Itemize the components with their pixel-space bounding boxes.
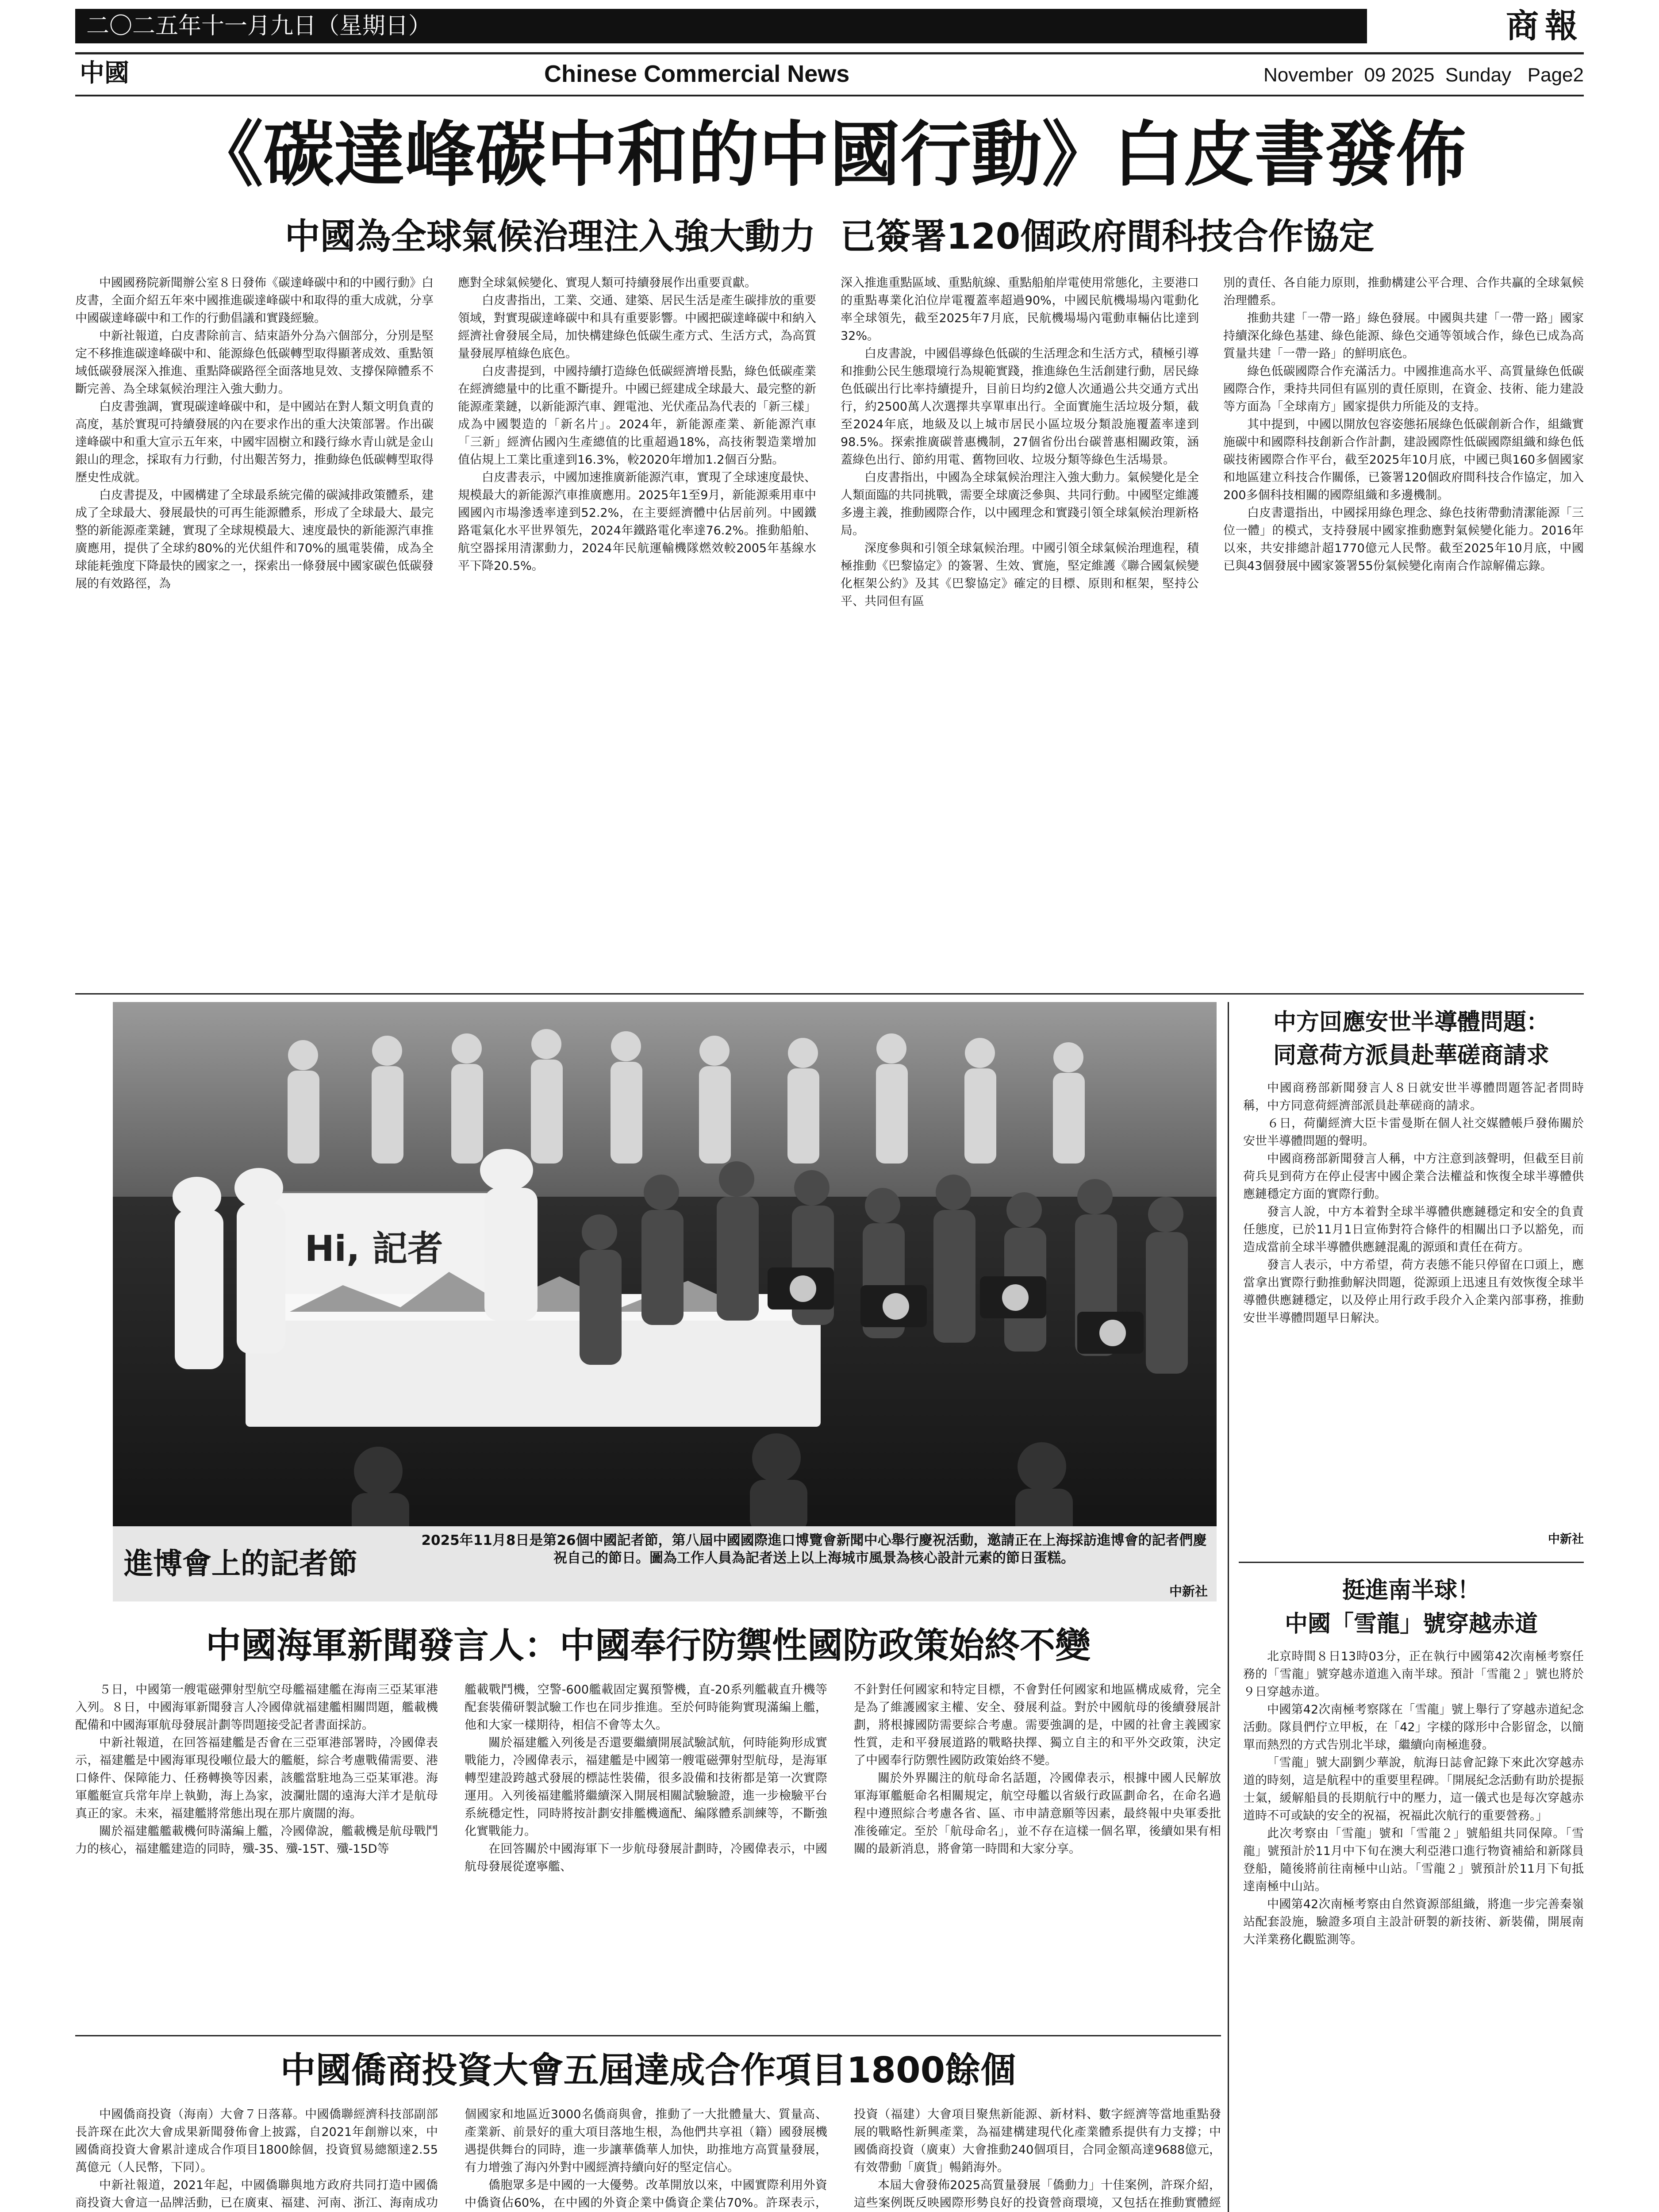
xuelong-paragraph: 北京時間８日13時03分，正在執行中國第42次南極考察任務的「雪龍」號穿越赤道進入南半球。預計「雪龍２」號也將於９日穿越赤道。 — [1243, 1650, 1584, 1699]
masthead-paper-en: Chinese Commercial News — [544, 61, 850, 87]
navy-paragraph: ５日，中國第一艘電磁彈射型航空母艦福建艦在海南三亞某軍港入列。８日，中國海軍新聞發言人冷國偉就福建艦相關問題，艦載機配備和中國海軍航母發展計劃等問題接受記者書面採訪。 — [75, 1683, 438, 1732]
navy-headline: 中國海軍新聞發言人：中國奉行防禦性國防政策始終不變 — [206, 1625, 1091, 1666]
semiconductor-paragraph: 發言人說，中方本着對全球半導體供應鏈穩定和安全的負責任態度，已於11月1日宣佈對符合條件的相關出口予以豁免，而造成當前全球半導體供應鏈混亂的源頭和責任在荷方。 — [1243, 1205, 1584, 1254]
semiconductor-bottom-rule — [1239, 1562, 1584, 1563]
masthead-date: 二〇二五年十一月九日（星期日） — [86, 13, 432, 39]
navy-paragraph: 關於福建艦艦載機何時滿編上艦，冷國偉說，艦載機是航母戰鬥力的核心，福建艦建造的同時，殲-35、殲-15T、殲-15D等 — [75, 1824, 438, 1856]
overseas-paragraph: 投資（福建）大會項目聚焦新能源、新材料、數字經濟等當地重點發展的戰略性新興產業，為福建構建現代化產業體系提供有力支撐；中國僑商投資（廣東）大會推動240個項目，合同金額高達9688億元，有效帶動「廣貨」暢銷海外。 — [854, 2108, 1221, 2174]
overseas-column-3 — [854, 2106, 1221, 2212]
photo-caption-source: 中新社 — [1169, 1584, 1208, 1599]
lead-paragraph: 白皮書還指出，中國採用綠色理念、綠色技術帶動清潔能源「三位一體」的模式，支持發展中國家推動應對氣候變化能力。2016年以來，共安排總計超1770億元人民幣。截至2025年10月底，中國已與43個發展中國家簽署55份氣候變化南南合作諒解備忘錄。 — [1223, 506, 1584, 573]
photo-image — [113, 1002, 1217, 1526]
masthead-paper-logo: 商報 — [1506, 7, 1584, 45]
overseas-paragraph: 中新社報道，2021年起，中國僑聯與地方政府共同打造中國僑商投資大會這一品牌活動，已在廣東、福建、河南、浙江、海南成功 — [75, 2178, 438, 2210]
semiconductor-body — [1243, 1079, 1584, 1526]
lead-column-4 — [1223, 274, 1584, 987]
sidebar-divider — [1228, 1002, 1229, 2212]
lead-paragraph: 白皮書指出，中國為全球氣候治理注入強大動力。氣候變化是全人類面臨的共同挑戰，需要全球廣泛參與、共同行動。中國堅定維護多邊主義，推動國際合作，以中國理念和實踐引領全球氣候治理新格局。 — [841, 471, 1199, 538]
masthead-country: 中國 — [80, 59, 129, 88]
overseas-paragraph: 本屆大會發佈2025高質量發展「僑動力」十佳案例，許琛介紹，這些案例既反映國際形勢良好的投資營商環境，又包括在推動實體經 — [854, 2178, 1221, 2210]
navy-paragraph: 關於外界關注的航母命名話題，冷國偉表示，根據中國人民解放軍海軍艦艇命名相關規定，航空母艦以省級行政區劃命名，在命名過程中遵照綜合考慮各省、區、市申請意願等因素，最終報中央軍委批准後確定。至於「航母命名」，並不存在這樣一個名單，後續如果有相關的最新消息，將會第一時間和大家分享。 — [854, 1771, 1221, 1856]
lead-column-1 — [75, 274, 434, 987]
lead-column-3 — [841, 274, 1199, 987]
masthead-date-en: November 09 2025 Sunday Page2 — [1263, 64, 1584, 86]
lead-headline: 《碳達峰碳中和的中國行動》白皮書發佈 — [192, 113, 1467, 196]
photo-scene-illustration — [113, 1002, 1217, 1526]
lead-paragraph: 別的責任、各自能力原則，推動構建公平合理、合作共贏的全球氣候治理體系。 — [1223, 276, 1584, 307]
overseas-headline: 中國僑商投資大會五屆達成合作項目1800餘個 — [280, 2050, 1016, 2091]
xuelong-paragraph: 「雪龍」號大副劉少華說，航海日誌會記錄下來此次穿越赤道的時刻，這是航程中的重要里程碑。「開展紀念活動有助於提振士氣，緩解船員的長期航行中的壓力，這一儀式也是每次穿越赤道時不可或缺的安全的祝福，祝福此次航行的重要營務。」 — [1243, 1756, 1584, 1823]
semiconductor-paragraph: ６日，荷蘭經濟大臣卡雷曼斯在個人社交媒體帳戶發佈關於安世半導體問題的聲明。 — [1243, 1117, 1584, 1148]
overseas-paragraph: 個國家和地區近3000名僑商與會，推動了一大批體量大、質量高、產業新、前景好的重大項目落地生根，為他們共享祖（籍）國發展機遇提供舞台的同時，進一步讓華僑華人加快，助推地方高質量發展，有力增強了海內外對中國經濟持續向好的堅定信心。 — [465, 2108, 827, 2174]
semiconductor-paragraph: 中國商務部新聞發言人稱，中方注意到該聲明，但截至目前荷兵見到荷方在停止侵害中國企業合法權益和恢復全球半導體供應鏈穩定方面的實際行動。 — [1243, 1152, 1584, 1201]
lead-paragraph: 白皮書強調，實現碳達峰碳中和，是中國站在對人類文明負責的高度，基於實現可持續發展的內在要求作出的重大決策部署。作出碳達峰碳中和重大宣示五年來，中國牢固樹立和踐行綠水青山就是金山銀山的理念，採取有力行動，付出艱苦努力，推動綠色低碳轉型取得歷史性成就。 — [75, 400, 434, 484]
lead-bottom-rule — [75, 993, 1584, 995]
semiconductor-source: 中新社 — [1548, 1532, 1584, 1546]
navy-paragraph: 在回答關於中國海軍下一步航母發展計劃時，冷國偉表示，中國航母發展從遼寧艦、 — [465, 1842, 827, 1874]
masthead-rule-bottom — [75, 95, 1584, 96]
navy-paragraph: 不針對任何國家和特定目標，不會對任何國家和地區構成威脅，完全是為了維護國家主權、安全、發展利益。對於中國航母的後續發展計劃，將根據國防需要綜合考慮。需要強調的是，中國的社會主義國家性質，走和平發展道路的戰略抉擇、獨立自主的和平外交政策，決定了中國奉行防禦性國防政策始終不變。 — [854, 1683, 1221, 1767]
navy-paragraph: 中新社報道，在回答福建艦是否會在三亞軍港部署時，冷國偉表示，福建艦是中國海軍現役噸位最大的艦艇，綜合考慮戰備需要、港口條件、保障能力、任務轉換等因素，該艦當駐地為三亞某軍港。海軍艦艇宣兵常年岸上執勤，海上為家，波瀾壯闊的遠海大洋才是航母真正的家。未來，福建艦將常態出現在那片廣闊的海。 — [75, 1736, 438, 1820]
lead-paragraph: 應對全球氣候變化、實現人類可持續發展作出重要貢獻。 — [458, 276, 757, 290]
photo-caption-text: 2025年11月8日是第26個中國記者節，第八屆中國國際進口博覽會新聞中心舉行慶祝活動，邀請正在上海採訪進博會的記者們慶祝自己的節日。圖為工作人員為記者送上以上海城市風景為核心設計元素的節日蛋糕。 — [421, 1532, 1207, 1566]
xuelong-paragraph: 中國第42次南極考察由自然資源部組織，將進一步完善秦嶺站配套設施，驗證多項自主設計研製的新技術、新裝備，開展南大洋業務化觀監測等。 — [1243, 1897, 1584, 1947]
overseas-column-2 — [465, 2106, 827, 2212]
semiconductor-paragraph: 發言人表示，中方希望，荷方表態不能只停留在口頭上，應當拿出實際行動推動解決問題，從源頭上迅速且有效恢復全球半導體供應鏈穩定，以及停止用行政手段介入企業內部事務，推動安世半導體問題早日解決。 — [1243, 1258, 1584, 1325]
photo-banner-text: Hi, 記者 — [304, 1228, 443, 1269]
photo-caption-title: 進博會上的記者節 — [124, 1547, 357, 1581]
navy-column-2 — [465, 1681, 827, 2031]
lead-paragraph: 白皮書說，中國倡導綠色低碳的生活理念和生活方式，積極引導和推動公民生態環境行為規範實踐，推進綠色生活創建行動，居民綠色低碳出行比率持續提升，目前日均約2億人次通過公共交通方式出行，約2500萬人次選擇共享單車出行。全面實施生活垃圾分類，截至2024年底，地級及以上城市居民小區垃圾分類設施覆蓋率達到98.5%。探索推廣碳普惠機制，27個省份出台碳普惠相關政策，涵蓋綠色出行、節約用電、舊物回收、垃圾分類等綠色生活場景。 — [841, 347, 1199, 467]
navy-paragraph: 關於福建艦入列後是否還要繼續開展試驗試航，何時能夠形成實戰能力，冷國偉表示，福建艦是中國第一艘電磁彈射型航母，是海軍轉型建設跨越式發展的標誌性裝備，很多設備和技術都是第一次實際運用。入列後福建艦將繼續深入開展相關試驗驗證，進一步檢驗平台系統穩定性，同時將按計劃安排艦機適配、編隊體系訓練等，不斷強化實戰能力。 — [465, 1736, 827, 1838]
lead-paragraph: 推動共建「一帶一路」綠色發展。中國與共建「一帶一路」國家持續深化綠色基建、綠色能源、綠色交通等領域合作，綠色已成為高質量共建「一帶一路」的鮮明底色。 — [1223, 311, 1584, 361]
lead-paragraph: 深度參與和引領全球氣候治理。中國引領全球氣候治理進程，積極推動《巴黎協定》的簽署、生效、實施，堅定維護《聯合國氣候變化框架公約》及其《巴黎協定》確定的目標、原則和框架，堅持公平、共同但有區 — [841, 541, 1199, 608]
navy-column-3 — [854, 1681, 1221, 2031]
navy-paragraph: 艦載戰鬥機，空警-600艦載固定翼預警機，直-20系列艦載直升機等配套裝備研製試驗工作也在同步推進。至於何時能夠實現滿編上艦，他和大家一樣期待，相信不會等太久。 — [465, 1683, 827, 1732]
overseas-column-1 — [75, 2106, 438, 2212]
lead-paragraph: 中國國務院新聞辦公室８日發佈《碳達峰碳中和的中國行動》白皮書，全面介紹五年來中國推進碳達峰碳中和取得的重大成就，分享中國碳達峰碳中和工作的行動倡議和實踐經驗。 — [75, 276, 434, 325]
navy-bottom-rule — [75, 2035, 1221, 2036]
lead-paragraph: 其中提到，中國以開放包容姿態拓展綠色低碳創新合作，組織實施碳中和國際科技創新合作計劃，建設國際性低碳國際組織和綠色低碳技術國際合作平台，截至2025年10月底，中國已與160多個國家和地區建立科技合作關係，已簽署120個政府間科技合作協定，加入200多個科技相關的國際組織和多邊機制。 — [1223, 418, 1584, 502]
xuelong-paragraph: 中國第42次南極考察隊在「雪龍」號上舉行了穿越赤道紀念活動。隊員們佇立甲板，在「42」字樣的隊形中合影留念，以簡單而熱烈的方式告別北半球，繼續向南極進發。 — [1243, 1703, 1584, 1752]
semiconductor-headline-1: 中方回應安世半導體問題： — [1273, 1009, 1549, 1036]
semiconductor-paragraph: 中國商務部新聞發言人８日就安世半導體問題答記者問時稱，中方同意荷經濟部派員赴華磋商的請求。 — [1243, 1081, 1584, 1113]
lead-paragraph: 白皮書指出，工業、交通、建築、居民生活是產生碳排放的重要領域，對實現碳達峰碳中和具有重要影響。中國把碳達峰碳中和納入經濟社會發展全局，加快構建綠色低碳生產方式、生活方式，為高質量發展厚植綠色底色。 — [458, 294, 816, 361]
xuelong-paragraph: 此次考察由「雪龍」號和「雪龍２」號船組共同保障。「雪龍」號預計於11月中下旬在澳大利亞港口進行物資補給和新隊員登船，隨後將前往南極中山站。「雪龍２」號預計於11月下旬抵達南極中山站。 — [1243, 1827, 1584, 1893]
masthead-rule-top — [75, 52, 1584, 54]
overseas-paragraph: 中國僑商投資（海南）大會７日落幕。中國僑聯經濟科技部副部長許琛在此次大會成果新聞發佈會上披露，自2021年創辦以來，中國僑商投資大會累計達成合作項目1800餘個，投資貿易總額達2.55萬億元（人民幣，下同）。 — [75, 2108, 438, 2174]
lead-column-2 — [458, 274, 816, 987]
lead-paragraph: 中新社報道，白皮書除前言、結束語外分為六個部分，分別是堅定不移推進碳達峰碳中和、能源綠色低碳轉型取得顯著成效、重點領域低碳發展深入推進、重點降碳路徑全面落地見效、支撐保障體系不斷完善、為全球氣候治理注入強大動力。 — [75, 329, 434, 396]
lead-subheadline: 中國為全球氣候治理注入強大動力 已簽署120個政府間科技合作協定 — [284, 216, 1375, 257]
lead-paragraph: 白皮書提及，中國構建了全球最系統完備的碳減排政策體系，建成了全球最大、發展最快的可再生能源體系，形成了全球最大、最完整的新能源產業鏈，實現了全球規模最大、速度最快的新能源汽車推廣應用，提供了全球約80%的光伏組件和70%的風電裝備，成為全球能耗強度下降最快的國家之一，探索出一條發展中國家碳色低碳發展的有效路徑，為 — [75, 488, 434, 591]
navy-column-1 — [75, 1681, 438, 2031]
lead-paragraph: 白皮書提到，中國持續打造綠色低碳經濟增長點，綠色低碳產業在經濟總量中的比重不斷提升。中國已經建成全球最大、最完整的新能源產業鏈，以新能源汽車、鋰電池、光伏產品為代表的「新三樣」成為中國製造的「新名片」。2024年，新能源產業、新能源汽車「三新」經濟佔國內生產總值的比重超過18%，高技術製造業增加值佔規上工業比重達到16.3%，較2020年增加1.2個百分點。 — [458, 365, 816, 467]
xuelong-headline-2: 中國「雪龍」號穿越赤道 — [1284, 1611, 1538, 1637]
semiconductor-headline-2: 同意荷方派員赴華磋商請求 — [1273, 1042, 1549, 1069]
xuelong-headline-1: 挺進南半球！ — [1342, 1577, 1480, 1604]
lead-paragraph: 綠色低碳國際合作充滿活力。中國推進高水平、高質量綠色低碳國際合作，秉持共同但有區別的責任原則，在資金、技術、能力建設等方面為「全球南方」國家提供力所能及的支持。 — [1223, 365, 1584, 414]
lead-paragraph: 白皮書表示，中國加速推廣新能源汽車，實現了全球速度最快、規模最大的新能源汽車推廣應用。2025年1至9月，新能源乘用車中國國內市場滲透率達到52.2%，在主要經濟體中佔居前列。中國鐵路電氣化水平世界領先，2024年鐵路電化率達76.2%。推動船舶、航空器採用清潔動力，2024年民航運輸機隊燃效較2005年基線水平下降20.5%。 — [458, 471, 816, 573]
xuelong-body — [1243, 1648, 1584, 2212]
lead-paragraph: 深入推進重點區域、重點航線、重點船舶岸電使用常態化，主要港口的重點專業化泊位岸電覆蓋率超過90%，中國民航機場場內電動化率全球領先，截至2025年7月底，民航機場場內電動車輛佔比達到32%。 — [841, 276, 1199, 343]
overseas-paragraph: 僑胞眾多是中國的一大優勢。改革開放以來，中國實際利用外資中僑資佔60%，在中國的外資企業中僑資企業佔70%。許琛表示， — [465, 2178, 827, 2210]
